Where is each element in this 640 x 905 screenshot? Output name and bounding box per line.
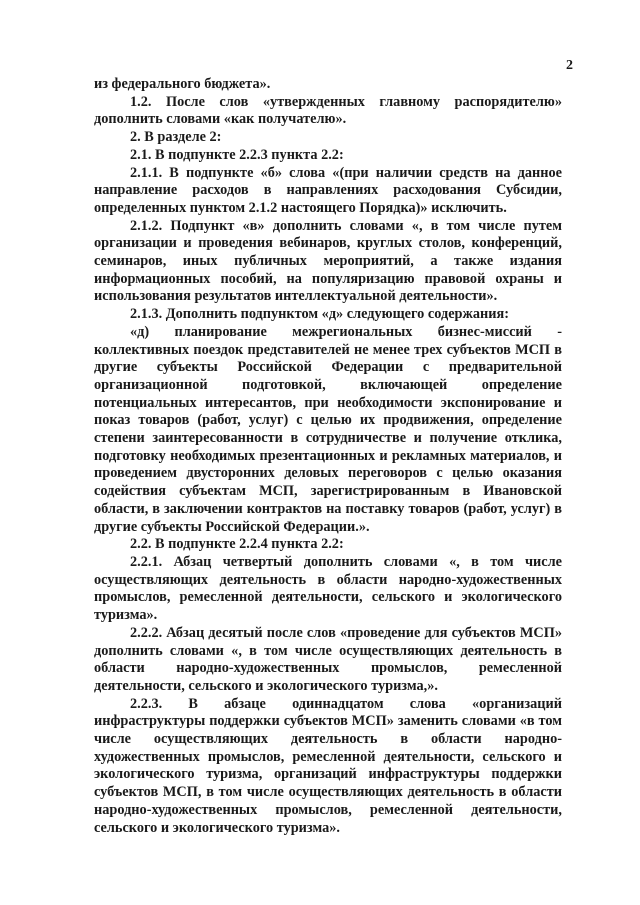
- paragraph-2-2-2: 2.2.2. Абзац десятый после слов «проведение для субъектов МСП» дополнить словами «, в том числе осуществляющих деятельность в области народно-художественных промыслов, ремесленной деятельности, сельского и экологического туризма,».: [94, 624, 562, 694]
- paragraph-2-2-1: 2.2.1. Абзац четвертый дополнить словами «, в том числе осуществляющих деятельность в области народно-художественных промыслов, ремесленной деятельности, сельского и экологического туризма».: [94, 553, 562, 624]
- page-number: 2: [566, 58, 573, 73]
- paragraph-1-2: 1.2. После слов «утвержденных главному распорядителю» дополнить словами «как получателю».: [94, 93, 562, 128]
- paragraph-2-1-2: 2.1.2. Подпункт «в» дополнить словами «, в том числе путем организации и проведения вебинаров, круглых столов, конференций, семинаров, иных публичных мероприятий, а также издания информационных пособий, на популяризацию правовой охраны и использования результатов интеллектуальной деятельности».: [94, 217, 562, 305]
- paragraph-2-1: 2.1. В подпункте 2.2.3 пункта 2.2:: [130, 146, 344, 163]
- paragraph-2-1-3: 2.1.3. Дополнить подпунктом «д» следующего содержания:: [130, 306, 509, 323]
- paragraph-subpoint-d: «д) планирование межрегиональных бизнес-миссий - коллективных поездок представителей не менее трех субъектов МСП в другие субъекты Российской Федерации с предварительной организационной подготовкой, включающей определение потенциальных интересантов, при необходимости экспонирование и показ товаров (работ, услуг) с целью их продвижения, определение степени заинтересованности в сотрудничестве и получение отклика, подготовку необходимых презентационных и рекламных материалов, и проведением двусторонних деловых переговоров с целью оказания содействия субъектам МСП, зарегистрированным в Ивановской области, в заключении контрактов на поставку товаров (работ, услуг) в другие субъекты Российской Федерации.».: [94, 323, 562, 535]
- document-body: [94, 76, 562, 837]
- paragraph-section-2: 2. В разделе 2:: [130, 129, 222, 146]
- paragraph-2-2: 2.2. В подпункте 2.2.4 пункта 2.2:: [130, 536, 344, 553]
- paragraph-federal-budget: из федерального бюджета».: [94, 76, 271, 92]
- paragraph-2-1-1: 2.1.1. В подпункте «б» слова «(при наличии средств на данное направление расходов в направлениях расходования Субсидии, определенных пунктом 2.1.2 настоящего Порядка)» исключить.: [94, 164, 562, 216]
- paragraph-2-2-3: 2.2.3. В абзаце одиннадцатом слова «организаций инфраструктуры поддержки субъектов МСП» заменить словами «в том числе осуществляющих деятельность в области народно-художественных промыслов, ремесленной деятельности, сельского и экологического туризма, организаций инфраструктуры поддержки субъектов МСП, в том числе осуществляющих деятельность в области народно-художественных промыслов, ремесленной деятельности, сельского и экологического туризма».: [94, 695, 562, 836]
